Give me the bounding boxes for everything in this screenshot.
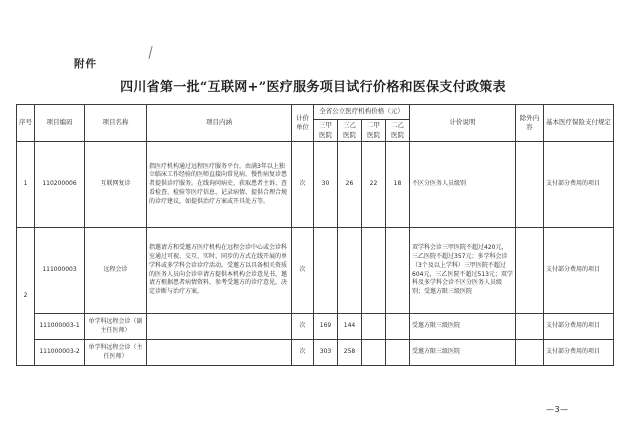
- cell-price-1: [314, 228, 338, 314]
- header-content: 项目内涵: [147, 105, 292, 142]
- cell-price-4: [386, 340, 410, 366]
- cell-price-4: 18: [386, 142, 410, 228]
- table-row: [17, 228, 614, 314]
- cell-unit: 次: [292, 142, 314, 228]
- cell-content: [147, 314, 292, 340]
- cell-code: 111000003: [35, 228, 85, 314]
- cell-content: 指医疗机构通过远程医疗服务平台，由满3年以上独立临床工作经验的医师直接向常见病、慢性病复诊患者提供诊疗服务。在线询问病史、获取患者主诉、查看检查、检验等医疗信息、记录病情、提供合理合规的诊疗建议，如提供治疗方案或开具处方等。: [147, 142, 292, 228]
- cell-price-2: 144: [338, 314, 362, 340]
- pen-mark: [148, 46, 152, 59]
- cell-policy: 支付部分费用的项目: [544, 228, 614, 314]
- cell-name: 单学科远程会诊（主任医师）: [85, 340, 147, 366]
- header-tier-3: 二甲医院: [362, 120, 386, 142]
- cell-price-1: 303: [314, 340, 338, 366]
- cell-price-2: 26: [338, 142, 362, 228]
- cell-seq: 2: [17, 228, 35, 366]
- header-policy: 基本医疗保险支付规定: [544, 105, 614, 142]
- cell-note: 受邀方限三级医院: [410, 314, 516, 340]
- header-tier-1: 三甲医院: [314, 120, 338, 142]
- cell-price-3: [362, 228, 386, 314]
- header-price-group: 全省公立医疗机构价格（元）: [314, 105, 410, 120]
- cell-note: 双学科会诊三甲医院不超过420元，三乙医院不超过357元；多学科会诊（3个及以上学科）三甲医院不超过604元，三乙医院不超过513元；双学科及多学科会诊不区分医务人员级别；受邀方限三级医院: [410, 228, 516, 314]
- table-row: [17, 314, 614, 340]
- cell-content: 指邀请方和受邀方医疗机构在远程会诊中心或会诊科室通过可视、交互、实时、同步的方式在线开展的单学科或多学科会诊诊疗活动。受邀方以具备相关资质的医务人员向会诊申请方提供本机构会诊意见书，邀请方根据患者病情资料，参考受邀方的诊疗意见，决定诊断与治疗方案。: [147, 228, 292, 314]
- cell-price-3: [362, 340, 386, 366]
- header-exclusion: 除外内容: [516, 105, 544, 142]
- cell-price-2: [338, 228, 362, 314]
- cell-policy: 支付部分费用的项目: [544, 314, 614, 340]
- cell-price-4: [386, 314, 410, 340]
- header-tier-2: 三乙医院: [338, 120, 362, 142]
- cell-name: 单学科远程会诊（副主任医师）: [85, 314, 147, 340]
- attachment-label: 附件: [74, 58, 97, 70]
- cell-content: [147, 340, 292, 366]
- header-unit: 计价单位: [292, 105, 314, 142]
- cell-price-3: [362, 314, 386, 340]
- cell-exclusion: [516, 142, 544, 228]
- cell-price-3: 22: [362, 142, 386, 228]
- table-row: [17, 340, 614, 366]
- cell-name: 远程会诊: [85, 228, 147, 314]
- header-seq: 序号: [17, 105, 35, 142]
- header-code: 项目编码: [35, 105, 85, 142]
- header-note: 计价说明: [410, 105, 516, 142]
- cell-code: 110200006: [35, 142, 85, 228]
- cell-policy: 支付部分费用的项目: [544, 340, 614, 366]
- price-policy-table: [16, 104, 614, 366]
- cell-exclusion: [516, 228, 544, 314]
- cell-code: 111000003-1: [35, 314, 85, 340]
- cell-price-2: 258: [338, 340, 362, 366]
- cell-price-1: 169: [314, 314, 338, 340]
- cell-price-4: [386, 228, 410, 314]
- cell-name: 互联网复诊: [85, 142, 147, 228]
- cell-note: 受邀方限三级医院: [410, 340, 516, 366]
- cell-unit: 次: [292, 314, 314, 340]
- cell-seq: 1: [17, 142, 35, 228]
- cell-note: 不区分医务人员级别: [410, 142, 516, 228]
- table-row: [17, 142, 614, 228]
- cell-unit: 次: [292, 340, 314, 366]
- page-number: —3—: [546, 405, 569, 414]
- cell-policy: 支付部分费用的项目: [544, 142, 614, 228]
- cell-price-1: 30: [314, 142, 338, 228]
- header-name: 项目名称: [85, 105, 147, 142]
- cell-code: 111000003-2: [35, 340, 85, 366]
- header-tier-4: 二乙医院: [386, 120, 410, 142]
- cell-exclusion: [516, 340, 544, 366]
- cell-exclusion: [516, 314, 544, 340]
- page-title: 四川省第一批“互联网+”医疗服务项目试行价格和医保支付政策表: [120, 80, 506, 95]
- cell-unit: 次: [292, 228, 314, 314]
